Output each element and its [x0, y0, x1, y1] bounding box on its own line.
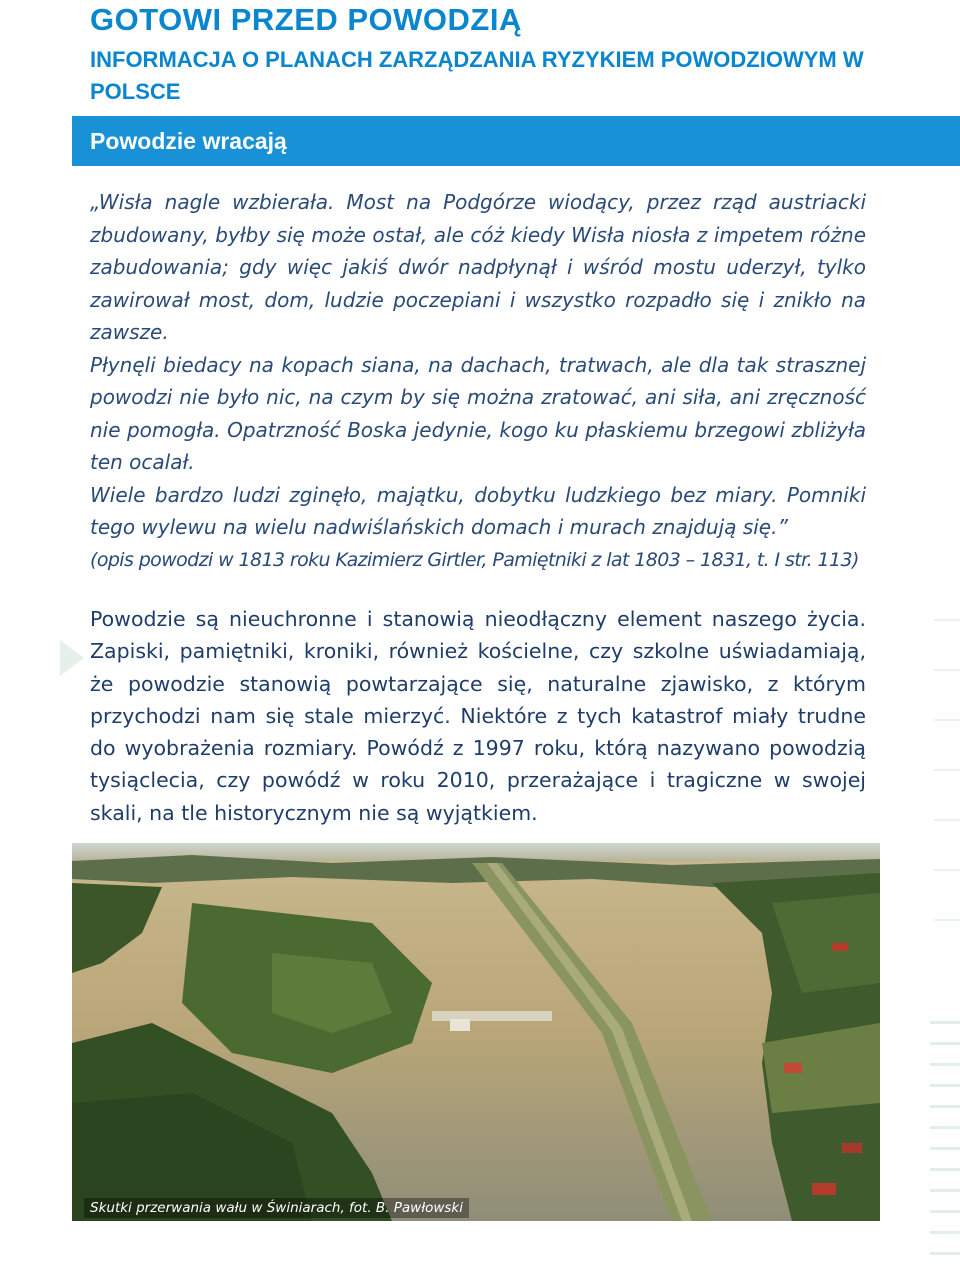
scale-label: 4	[908, 1182, 916, 1198]
water-level-scale	[904, 1012, 960, 1266]
scale-bar	[930, 1105, 960, 1108]
decorative-lines	[934, 200, 960, 1000]
quote-citation: (opis powodzi w 1813 roku Kazimierz Girtler, Pamiętniki z lat 1803 – 1831, t. I str. 113)	[90, 548, 859, 571]
quote-paragraph: Wiele bardzo ludzi zginęło, majątku, dobytku ludzkiego bez miary. Pomniki tego wylewu na wielu nadwiślańskich domach i murach znajdują się.”	[90, 482, 866, 539]
scale-tick	[904, 1054, 960, 1074]
scale-label: 11	[908, 1035, 923, 1051]
body-paragraph: Powodzie są nieuchronne i stanowią nieodłączny element naszego życia. Zapiski, pamiętniki, kroniki, również kościelne, czy szkolne uświadamiają, że powodzie stanowią powtarzające się, naturalne zjawisko, z którym przychodzi nam się stale mierzyć. Niektóre z tych katastrof miały trudne do wyobrażenia rozmiary. Powódź z 1997 roku, którą nazywano powodzią tysiąclecia, czy powódź w roku 2010, przerażające i tragiczne w swojej skali, na tle historycznym nie są wyjątkiem.	[90, 607, 866, 825]
scale-label: 3	[908, 1203, 916, 1219]
scale-label: 8	[908, 1098, 916, 1114]
photo-caption: Skutki przerwania wału w Świniarach, fot. B. Pawłowski	[84, 1198, 469, 1218]
scale-label: 9	[908, 1077, 916, 1093]
scale-tick	[904, 1201, 960, 1221]
scale-bar	[930, 1126, 960, 1129]
scale-bar	[930, 1231, 960, 1234]
scale-bar	[930, 1063, 960, 1066]
scale-label: 7	[908, 1119, 916, 1135]
scale-tick	[904, 1096, 960, 1116]
scale-bar	[930, 1084, 960, 1087]
scale-bar	[930, 1210, 960, 1213]
scale-bar	[930, 1021, 960, 1024]
scale-label: 6	[908, 1140, 916, 1156]
decorative-chevron	[60, 640, 84, 676]
scale-bar	[930, 1147, 960, 1150]
section-banner	[72, 116, 960, 166]
scale-tick	[904, 1033, 960, 1053]
scale-bar	[930, 1252, 960, 1255]
scale-tick	[904, 1117, 960, 1137]
scale-tick	[904, 1159, 960, 1179]
scale-label: 1	[908, 1245, 916, 1261]
flood-photo	[72, 843, 880, 1221]
scale-label: 5	[908, 1161, 916, 1177]
scale-label: 2	[908, 1224, 916, 1240]
scale-tick	[904, 1138, 960, 1158]
document-title: GOTOWI PRZED POWODZIĄ	[90, 2, 522, 37]
scale-bar	[930, 1042, 960, 1045]
scale-tick	[904, 1243, 960, 1263]
section-heading: Powodzie wracają	[90, 128, 287, 154]
scale-tick	[904, 1180, 960, 1200]
body-text	[90, 603, 866, 829]
quote-paragraph: „Wisła nagle wzbierała. Most na Podgórze wiodący, przez rząd austriacki zbudowany, byłby się może ostał, ale cóż kiedy Wisła niosła z impetem różne zabudowania; gdy więc jakiś dwór nadpłynął i wśród mostu uderzył, tylko zawirował most, dom, ludzie poczepiani i wszystko rozpadło się i znikło na zawsze.	[90, 190, 866, 344]
scale-tick	[904, 1012, 960, 1032]
document-subtitle: INFORMACJA O PLANACH ZARZĄDZANIA RYZYKIEM POWODZIOWYM W POLSCE	[90, 47, 864, 104]
scale-bar	[930, 1189, 960, 1192]
flood-aerial-image	[72, 843, 880, 1221]
scale-label: 12	[908, 1014, 924, 1030]
scale-tick	[904, 1222, 960, 1242]
scale-bar	[930, 1168, 960, 1171]
quote-paragraph: Płynęli biedacy na kopach siana, na dachach, tratwach, ale dla tak strasznej powodzi nie było nic, na czym by się można zratować, ani siła, ani zręczność nie pomogła. Opatrzność Boska jedynie, kogo ku płaskiemu brzegowi zbliżyła ten ocalał.	[90, 352, 866, 474]
historical-quote	[90, 186, 866, 576]
scale-label: 10	[908, 1056, 924, 1072]
scale-tick	[904, 1075, 960, 1095]
